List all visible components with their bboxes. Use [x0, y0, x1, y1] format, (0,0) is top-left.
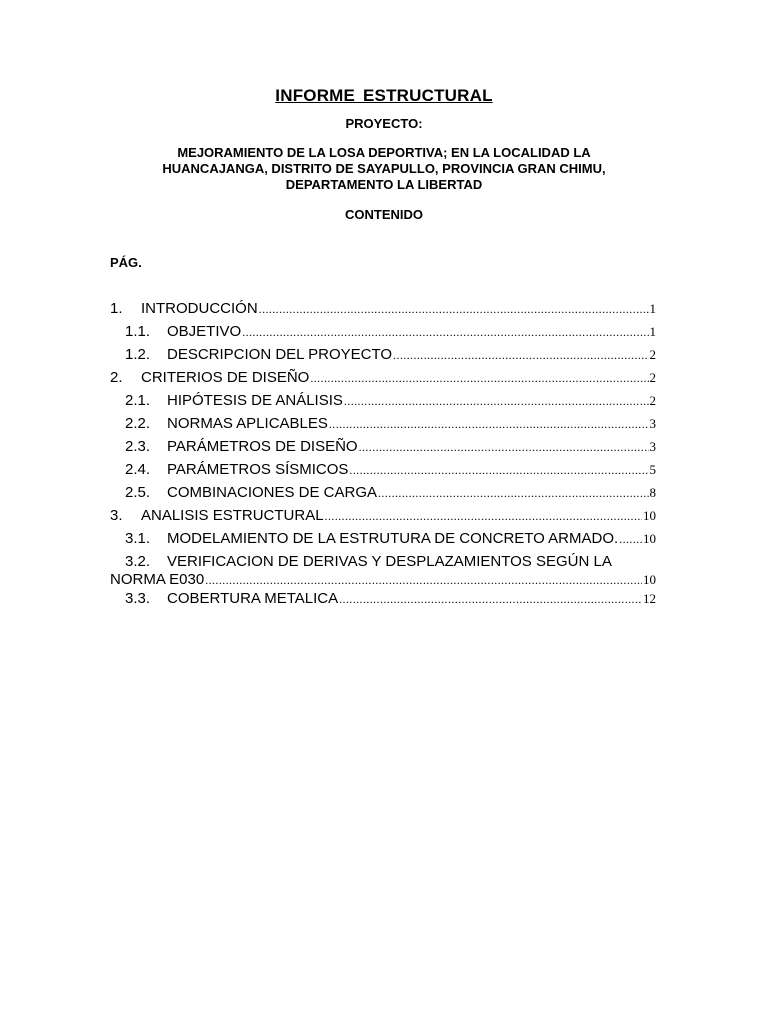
toc-title: CRITERIOS DE DISEÑO — [141, 369, 310, 386]
toc-title: INTRODUCCIÓN — [141, 300, 258, 317]
toc-number: 2.4. — [125, 461, 151, 478]
toc-page-number: 3 — [649, 439, 656, 454]
toc-number: 2.5. — [125, 484, 151, 501]
toc-entry-3-3[interactable] — [110, 590, 656, 613]
toc-page-number: 5 — [649, 462, 656, 477]
toc-leader-dots — [310, 371, 648, 386]
toc-title: VERIFICACION DE DERIVAS Y DESPLAZAMIENTOS SEGÚN LA — [167, 553, 612, 570]
toc-leader-dots — [259, 302, 649, 317]
toc-entry-3-2[interactable] — [110, 553, 656, 590]
toc-number: 3. — [110, 507, 123, 524]
toc-title: DESCRIPCION DEL PROYECTO — [167, 346, 393, 363]
project-line: HUANCAJANGA, DISTRITO DE SAYAPULLO, PROVINCIA GRAN CHIMU, — [162, 161, 606, 176]
toc-page-number: 8 — [649, 485, 656, 500]
toc-title-continued: NORMA E030 — [110, 571, 205, 588]
toc-page-number: 2 — [649, 370, 656, 385]
toc-entry-1-1[interactable] — [110, 323, 656, 346]
toc-entry-2-5[interactable] — [110, 484, 656, 507]
toc-number: 3.3. — [125, 590, 151, 607]
toc-leader-dots — [378, 486, 648, 501]
toc-number: 2.3. — [125, 438, 151, 455]
toc-title: PARÁMETROS DE DISEÑO — [167, 438, 358, 455]
toc-leader-dots — [359, 440, 649, 455]
toc-entry-2[interactable] — [110, 369, 656, 392]
toc-title: COBERTURA METALICA — [167, 590, 339, 607]
toc-entry-2-1[interactable] — [110, 392, 656, 415]
toc-entry-2-2[interactable] — [110, 415, 656, 438]
project-description — [130, 145, 638, 193]
toc-entry-2-4[interactable] — [110, 461, 656, 484]
page-column-heading: PÁG. — [110, 255, 142, 270]
toc-number: 3.1. — [125, 530, 151, 547]
project-line: DEPARTAMENTO LA LIBERTAD — [285, 177, 483, 192]
toc-page-number: 10 — [643, 508, 656, 523]
toc-page-number: 1 — [649, 301, 656, 316]
toc-leader-dots — [619, 532, 642, 547]
toc-leader-dots — [339, 592, 642, 607]
toc-number: 2. — [110, 369, 123, 386]
toc-entry-1[interactable] — [110, 300, 656, 323]
toc-title: HIPÓTESIS DE ANÁLISIS — [167, 392, 343, 409]
toc-entry-1-2[interactable] — [110, 346, 656, 369]
toc-number: 2.2. — [125, 415, 151, 432]
toc-leader-dots — [393, 348, 648, 363]
project-label: PROYECTO: — [345, 116, 423, 131]
toc-entry-2-3[interactable] — [110, 438, 656, 461]
contents-heading: CONTENIDO — [345, 207, 423, 222]
toc-number: 1. — [110, 300, 123, 317]
toc-leader-dots — [344, 394, 649, 409]
toc-leader-dots — [205, 573, 642, 588]
toc-entry-3[interactable] — [110, 507, 656, 530]
toc-leader-dots — [329, 417, 649, 432]
toc-page-number: 2 — [649, 347, 656, 362]
toc-leader-dots — [242, 325, 648, 340]
toc-title: ANALISIS ESTRUCTURAL — [141, 507, 324, 524]
toc-page-number: 10 — [643, 531, 656, 546]
document-title: INFORME ESTRUCTURAL — [275, 86, 493, 105]
toc-number: 2.1. — [125, 392, 151, 409]
project-line: MEJORAMIENTO DE LA LOSA DEPORTIVA; EN LA LOCALIDAD LA — [177, 145, 591, 160]
toc-entry-3-1[interactable] — [110, 530, 656, 553]
toc-page-number: 1 — [649, 324, 656, 339]
toc-number: 3.2. — [125, 553, 151, 570]
toc-title: PARÁMETROS SÍSMICOS — [167, 461, 349, 478]
toc-leader-dots — [349, 463, 648, 478]
table-of-contents — [110, 300, 656, 613]
toc-page-number: 3 — [649, 416, 656, 431]
toc-title: COMBINACIONES DE CARGA — [167, 484, 378, 501]
toc-page-number: 12 — [643, 591, 656, 606]
toc-title: NORMAS APLICABLES — [167, 415, 328, 432]
toc-number: 1.1. — [125, 323, 151, 340]
toc-number: 1.2. — [125, 346, 151, 363]
toc-page-number: 2 — [649, 393, 656, 408]
toc-title: MODELAMIENTO DE LA ESTRUTURA DE CONCRETO ARMADO. — [167, 530, 619, 547]
toc-leader-dots — [325, 509, 642, 524]
toc-page-number: 10 — [643, 572, 656, 587]
toc-title: OBJETIVO — [167, 323, 242, 340]
